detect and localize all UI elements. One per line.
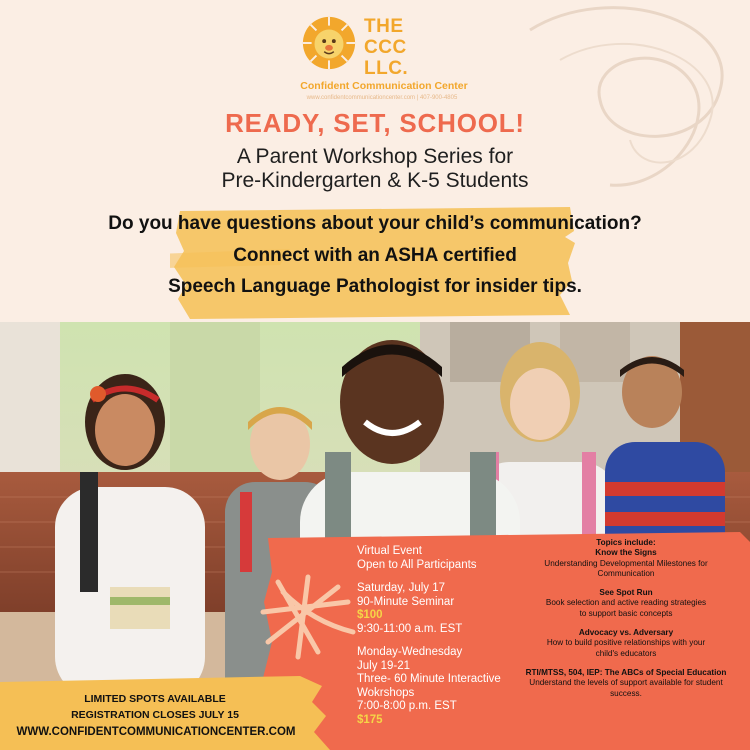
topic-special-education <box>510 668 742 699</box>
seminar-name: 90-Minute Seminar <box>357 595 455 608</box>
topic-desc: How to build positive relationships with your <box>546 638 706 648</box>
logo-line-2: CCC <box>364 37 407 58</box>
topic-desc: success. <box>610 688 642 698</box>
lion-logo-icon <box>300 14 358 72</box>
topic-desc: Book selection and active reading strategies <box>545 598 707 608</box>
headline: READY, SET, SCHOOL! <box>225 108 525 138</box>
topic-desc: to support basic concepts <box>579 608 673 618</box>
event-line-1: Virtual Event <box>357 545 422 557</box>
workshop-name-2: Wokrshops <box>357 686 415 699</box>
logo-subtitle: Confident Communication Center <box>300 80 468 92</box>
event-line-2: Open to All Participants <box>357 558 477 571</box>
workshop-price: $175 <box>357 713 383 726</box>
limited-spots-text: LIMITED SPOTS AVAILABLE <box>84 693 226 705</box>
connect-line-2: Speech Language Pathologist for insider tips. <box>168 276 582 297</box>
topic-desc: child's educators <box>595 648 657 658</box>
topic-title: Advocacy vs. Adversary <box>578 628 674 638</box>
workshop-dates: July 19-21 <box>357 659 411 672</box>
topic-see-spot-run <box>510 588 742 619</box>
topic-desc: Communication <box>597 568 655 578</box>
topic-title: Know the Signs <box>595 548 657 558</box>
topic-desc: Understanding Developmental Milestones for <box>544 558 708 568</box>
subtitle <box>0 145 750 193</box>
topics-heading: Topics include: <box>596 538 656 547</box>
topic-advocacy <box>510 628 742 659</box>
logo-wordmark <box>364 16 408 79</box>
scribble-decoration <box>258 572 368 662</box>
question-text: Do you have questions about your child’s communication? <box>108 213 642 234</box>
seminar-date: Saturday, July 17 <box>357 582 446 594</box>
logo-line-1: THE <box>364 16 404 37</box>
seminar-time: 9:30-11:00 a.m. EST <box>357 622 463 635</box>
topic-title: RTI/MTSS, 504, IEP: The ABCs of Special Education <box>525 667 727 677</box>
workshop-time: 7:00-8:00 p.m. EST <box>357 700 457 712</box>
subtitle-line-1: A Parent Workshop Series for <box>236 145 514 168</box>
event-details <box>357 545 532 727</box>
topic-desc: Understand the levels of support available for student <box>529 678 723 688</box>
logo-contact: www.confidentcommunicationcenter.com | 407-900-4805 <box>306 95 458 101</box>
logo-line-3: LLC. <box>364 58 409 79</box>
registration-deadline-text: REGISTRATION CLOSES JULY 15 <box>71 709 239 721</box>
topic-know-the-signs <box>510 538 742 579</box>
subtitle-line-2: Pre-Kindergarten & K-5 Students <box>221 169 529 192</box>
workshop-name-1: Three- 60 Minute Interactive <box>357 673 501 685</box>
connect-line-1: Connect with an ASHA certified <box>233 245 517 266</box>
workshop-days: Monday-Wednesday <box>357 646 463 658</box>
website-link[interactable]: WWW.CONFIDENTCOMMUNICATIONCENTER.COM <box>16 726 296 738</box>
seminar-price: $100 <box>357 609 383 621</box>
topic-title: See Spot Run <box>599 588 653 598</box>
topics-list <box>510 538 742 708</box>
